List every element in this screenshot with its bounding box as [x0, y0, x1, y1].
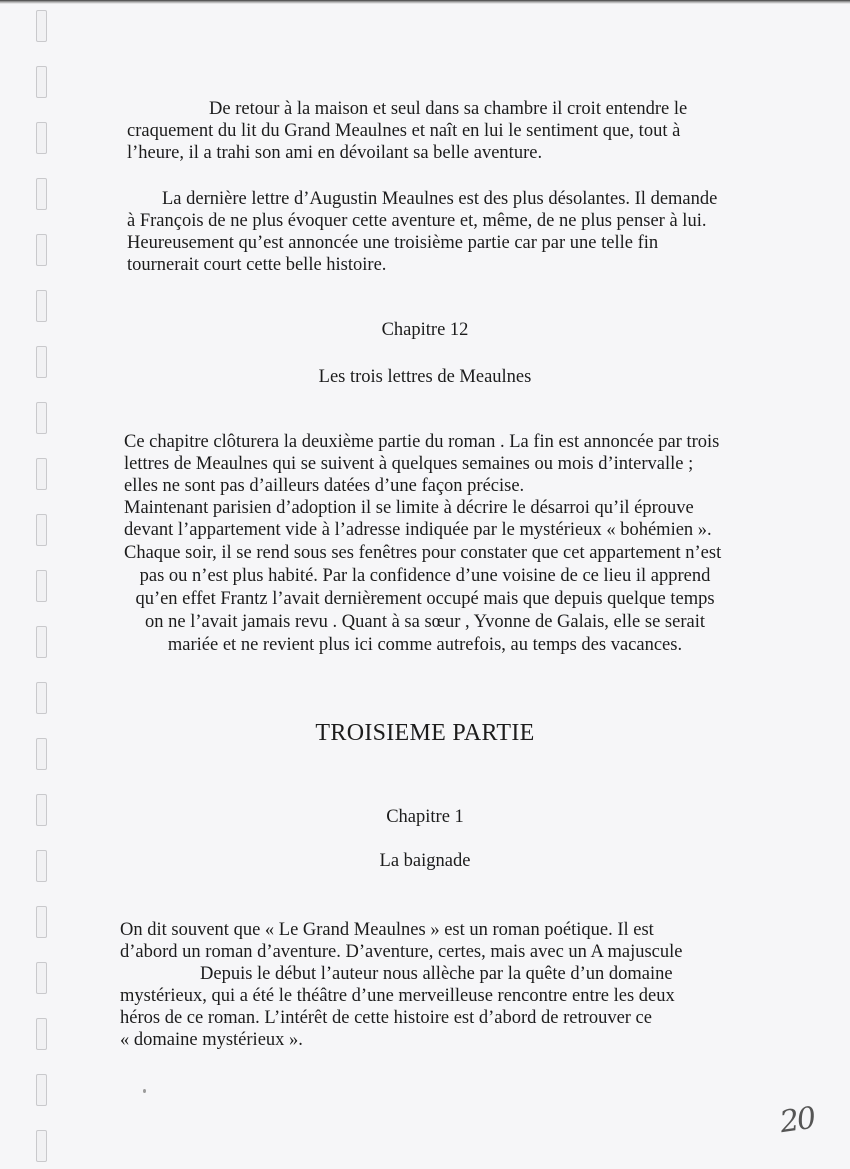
paragraph-1-line: l’heure, il a trahi son ami en dévoilant sa belle aventure.: [127, 143, 543, 163]
paragraph-4-line: « domaine mystérieux ».: [120, 1030, 303, 1050]
paragraph-4-line: Depuis le début l’auteur nous allèche par la quête d’un domaine: [200, 964, 673, 984]
binder-hole: [36, 402, 47, 434]
paragraph-4-line: héros de ce roman. L’intérêt de cette histoire est d’abord de retrouver ce: [120, 1008, 652, 1028]
binder-hole: [36, 10, 47, 42]
paragraph-3-line: mariée et ne revient plus ici comme autrefois, au temps des vacances.: [167, 635, 683, 655]
paragraph-3-line: lettres de Meaulnes qui se suivent à quelques semaines ou mois d’intervalle ;: [124, 454, 694, 474]
binder-hole: [36, 1018, 47, 1050]
part-title: TROISIEME PARTIE: [315, 720, 535, 746]
binder-hole: [36, 178, 47, 210]
chapter-1-title: La baignade: [379, 851, 471, 871]
paragraph-2-line: Heureusement qu’est annoncée une troisième partie car par une telle fin: [127, 233, 659, 253]
binder-hole: [36, 234, 47, 266]
handwritten-page-number: 20: [777, 1100, 817, 1141]
chapter-12-heading: Chapitre 12: [381, 320, 469, 340]
paragraph-3-line: devant l’appartement vide à l’adresse indiquée par le mystérieux « bohémien ».: [124, 520, 712, 540]
paragraph-4-line: mystérieux, qui a été le théâtre d’une merveilleuse rencontre entre les deux: [120, 986, 675, 1006]
paragraph-4-line: d’abord un roman d’aventure. D’aventure, certes, mais avec un A majuscule: [120, 942, 683, 962]
chapter-1-heading: Chapitre 1: [386, 807, 464, 827]
binder-hole: [36, 962, 47, 994]
binder-hole: [36, 458, 47, 490]
paragraph-1-line: craquement du lit du Grand Meaulnes et naît en lui le sentiment que, tout à: [127, 121, 681, 141]
chapter-12-title: Les trois lettres de Meaulnes: [318, 367, 532, 387]
binder-hole: [36, 682, 47, 714]
binder-hole: [36, 1074, 47, 1106]
paragraph-3-line: on ne l’avait jamais revu . Quant à sa sœur , Yvonne de Galais, elle se serait: [145, 612, 705, 632]
page-top-edge: [0, 0, 850, 4]
ink-speck: [143, 1089, 146, 1093]
paragraph-2-line: tournerait court cette belle histoire.: [127, 255, 387, 275]
paragraph-3-line: qu’en effet Frantz l’avait dernièrement occupé mais que depuis quelque temps: [135, 589, 715, 609]
paragraph-2-line: à François de ne plus évoquer cette aventure et, même, de ne plus penser à lui.: [127, 211, 707, 231]
paragraph-4-line: On dit souvent que « Le Grand Meaulnes » est un roman poétique. Il est: [120, 920, 654, 940]
paragraph-2-line: La dernière lettre d’Augustin Meaulnes est des plus désolantes. Il demande: [162, 189, 718, 209]
binder-hole: [36, 66, 47, 98]
paragraph-3-line: Maintenant parisien d’adoption il se limite à décrire le désarroi qu’il éprouve: [124, 498, 694, 518]
paragraph-3-line: Chaque soir, il se rend sous ses fenêtres pour constater que cet appartement n’est: [124, 543, 722, 563]
paragraph-3-line: elles ne sont pas d’ailleurs datées d’une façon précise.: [124, 476, 525, 496]
binder-hole: [36, 906, 47, 938]
paragraph-3-line: Ce chapitre clôturera la deuxième partie du roman . La fin est annoncée par trois: [124, 432, 720, 452]
binder-hole: [36, 514, 47, 546]
paragraph-3-line: pas ou n’est plus habité. Par la confidence d’une voisine de ce lieu il apprend: [139, 566, 711, 586]
binder-hole: [36, 1130, 47, 1162]
binder-hole: [36, 290, 47, 322]
paragraph-1-line: De retour à la maison et seul dans sa chambre il croit entendre le: [209, 99, 688, 119]
binder-hole: [36, 122, 47, 154]
